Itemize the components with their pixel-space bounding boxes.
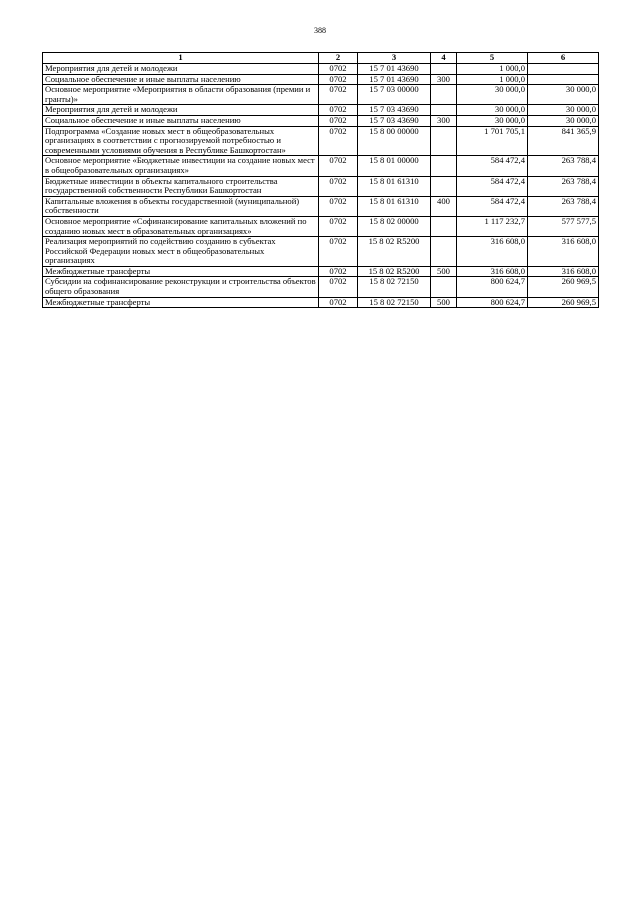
- row-name-cell: Основное мероприятие «Софинансирование капитальных вложений по созданию новых мест в образовательных организациях»: [43, 216, 319, 236]
- table-row: [43, 115, 599, 126]
- row-section-cell: 0702: [319, 176, 358, 196]
- row-code-cell: 15 7 01 43690: [358, 64, 431, 75]
- table-row: [43, 105, 599, 116]
- row-code-cell: 15 8 01 61310: [358, 176, 431, 196]
- row-type-cell: [431, 216, 457, 236]
- page-number: 388: [314, 26, 326, 35]
- row-name-cell: Межбюджетные трансферты: [43, 266, 319, 277]
- header-cell: 1: [43, 53, 319, 64]
- row-amount2-cell: [528, 74, 599, 85]
- row-section-cell: 0702: [319, 297, 358, 308]
- row-code-cell: 15 8 01 00000: [358, 156, 431, 176]
- row-section-cell: 0702: [319, 277, 358, 297]
- row-name-cell: Подпрограмма «Создание новых мест в общеобразовательных организациях в соответствии с прогнозируемой потребностью и современными условиями обучения в Республике Башкортостан»: [43, 126, 319, 156]
- row-section-cell: 0702: [319, 237, 358, 267]
- row-name-cell: Реализация мероприятий по содействию созданию в субъектах Российской Федерации новых мест в общеобразовательных организациях: [43, 237, 319, 267]
- row-code-cell: 15 8 01 61310: [358, 196, 431, 216]
- row-amount1-cell: 584 472,4: [457, 156, 528, 176]
- row-name-cell: Капитальные вложения в объекты государственной (муниципальной) собственности: [43, 196, 319, 216]
- row-amount2-cell: 260 969,5: [528, 297, 599, 308]
- row-name-cell: Мероприятия для детей и молодежи: [43, 105, 319, 116]
- row-amount1-cell: 316 608,0: [457, 266, 528, 277]
- row-type-cell: 500: [431, 297, 457, 308]
- row-amount1-cell: 1 000,0: [457, 64, 528, 75]
- row-amount1-cell: 584 472,4: [457, 176, 528, 196]
- row-type-cell: 300: [431, 74, 457, 85]
- row-amount2-cell: 316 608,0: [528, 237, 599, 267]
- row-amount2-cell: [528, 64, 599, 75]
- row-code-cell: 15 7 01 43690: [358, 74, 431, 85]
- row-section-cell: 0702: [319, 115, 358, 126]
- row-amount2-cell: 30 000,0: [528, 85, 599, 105]
- row-amount1-cell: 30 000,0: [457, 115, 528, 126]
- row-name-cell: Бюджетные инвестиции в объекты капитального строительства государственной собственности Республики Башкортостан: [43, 176, 319, 196]
- row-section-cell: 0702: [319, 105, 358, 116]
- header-cell: 2: [319, 53, 358, 64]
- row-amount1-cell: 1 117 232,7: [457, 216, 528, 236]
- table-row: [43, 196, 599, 216]
- row-type-cell: [431, 85, 457, 105]
- row-type-cell: [431, 176, 457, 196]
- row-code-cell: 15 8 02 00000: [358, 216, 431, 236]
- row-section-cell: 0702: [319, 74, 358, 85]
- row-code-cell: 15 8 00 00000: [358, 126, 431, 156]
- row-name-cell: Социальное обеспечение и иные выплаты населению: [43, 115, 319, 126]
- table-row: [43, 297, 599, 308]
- row-code-cell: 15 7 03 43690: [358, 115, 431, 126]
- header-cell: 6: [528, 53, 599, 64]
- row-type-cell: 300: [431, 115, 457, 126]
- row-amount1-cell: 316 608,0: [457, 237, 528, 267]
- row-name-cell: Основное мероприятие «Мероприятия в области образования (премии и гранты)»: [43, 85, 319, 105]
- row-amount1-cell: 800 624,7: [457, 297, 528, 308]
- table-row: [43, 64, 599, 75]
- row-name-cell: Субсидии на софинансирование реконструкции и строительства объектов общего образования: [43, 277, 319, 297]
- table-row: [43, 266, 599, 277]
- row-type-cell: [431, 126, 457, 156]
- row-amount2-cell: 30 000,0: [528, 105, 599, 116]
- table-row: [43, 237, 599, 267]
- row-amount2-cell: 30 000,0: [528, 115, 599, 126]
- row-amount2-cell: 260 969,5: [528, 277, 599, 297]
- row-name-cell: Мероприятия для детей и молодежи: [43, 64, 319, 75]
- header-cell: 4: [431, 53, 457, 64]
- row-amount1-cell: 30 000,0: [457, 105, 528, 116]
- row-type-cell: [431, 277, 457, 297]
- row-amount1-cell: 584 472,4: [457, 196, 528, 216]
- row-amount2-cell: 263 788,4: [528, 196, 599, 216]
- row-amount1-cell: 800 624,7: [457, 277, 528, 297]
- row-type-cell: [431, 64, 457, 75]
- row-code-cell: 15 8 02 R5200: [358, 266, 431, 277]
- row-amount1-cell: 1 000,0: [457, 74, 528, 85]
- row-name-cell: Социальное обеспечение и иные выплаты населению: [43, 74, 319, 85]
- row-type-cell: [431, 237, 457, 267]
- row-amount2-cell: 841 365,9: [528, 126, 599, 156]
- row-code-cell: 15 8 02 72150: [358, 277, 431, 297]
- row-code-cell: 15 8 02 72150: [358, 297, 431, 308]
- row-type-cell: [431, 156, 457, 176]
- header-row: [43, 53, 599, 64]
- row-section-cell: 0702: [319, 126, 358, 156]
- row-name-cell: Межбюджетные трансферты: [43, 297, 319, 308]
- row-amount2-cell: 577 577,5: [528, 216, 599, 236]
- table-row: [43, 156, 599, 176]
- table-row: [43, 216, 599, 236]
- row-section-cell: 0702: [319, 64, 358, 75]
- table-row: [43, 85, 599, 105]
- row-type-cell: 500: [431, 266, 457, 277]
- row-amount2-cell: 316 608,0: [528, 266, 599, 277]
- row-type-cell: [431, 105, 457, 116]
- budget-table: [42, 52, 599, 308]
- row-section-cell: 0702: [319, 156, 358, 176]
- row-code-cell: 15 7 03 00000: [358, 85, 431, 105]
- row-amount2-cell: 263 788,4: [528, 176, 599, 196]
- row-amount1-cell: 30 000,0: [457, 85, 528, 105]
- table-row: [43, 74, 599, 85]
- table-row: [43, 277, 599, 297]
- row-amount1-cell: 1 701 705,1: [457, 126, 528, 156]
- row-name-cell: Основное мероприятие «Бюджетные инвестиции на создание новых мест в общеобразовательных организациях»: [43, 156, 319, 176]
- row-amount2-cell: 263 788,4: [528, 156, 599, 176]
- row-code-cell: 15 8 02 R5200: [358, 237, 431, 267]
- header-cell: 5: [457, 53, 528, 64]
- row-section-cell: 0702: [319, 196, 358, 216]
- row-section-cell: 0702: [319, 85, 358, 105]
- table-row: [43, 126, 599, 156]
- table-row: [43, 176, 599, 196]
- header-cell: 3: [358, 53, 431, 64]
- row-code-cell: 15 7 03 43690: [358, 105, 431, 116]
- row-section-cell: 0702: [319, 266, 358, 277]
- row-type-cell: 400: [431, 196, 457, 216]
- row-section-cell: 0702: [319, 216, 358, 236]
- table-body: [43, 64, 599, 308]
